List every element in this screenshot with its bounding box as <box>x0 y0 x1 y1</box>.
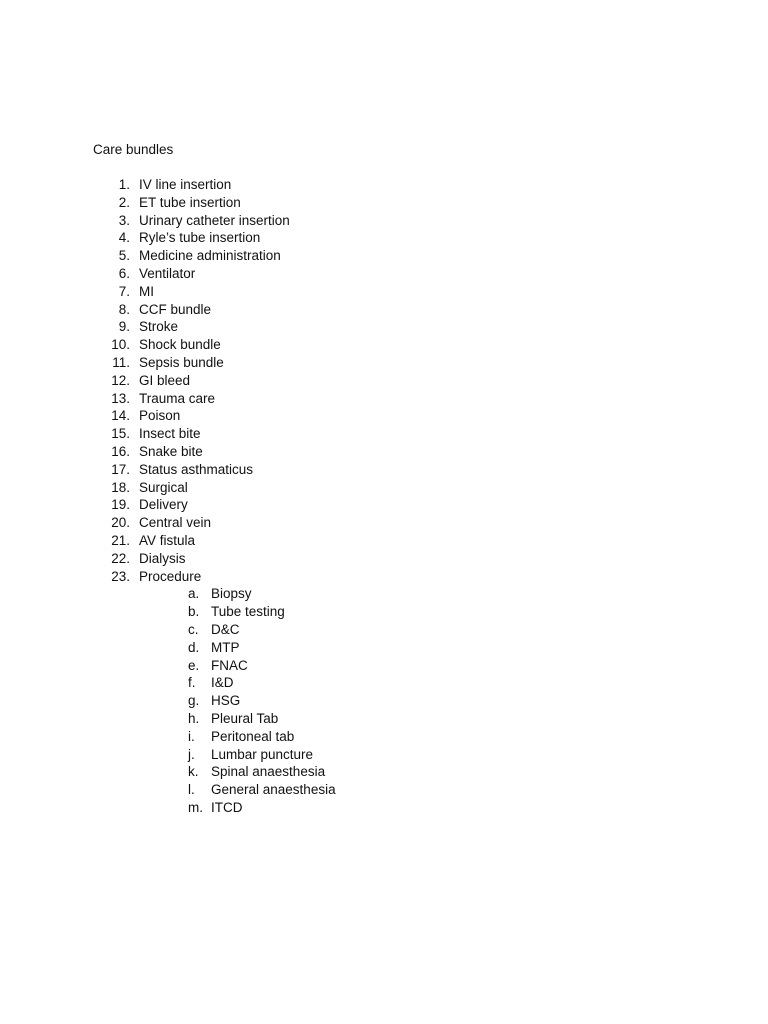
list-text: Ventilator <box>139 265 196 281</box>
list-text: Poison <box>139 408 181 424</box>
list-number: 5. <box>118 248 130 264</box>
list-text: Ryle’s tube insertion <box>139 230 261 246</box>
sublist-letter: j. <box>188 746 195 762</box>
list-number: 8. <box>118 301 130 317</box>
list-text: Shock bundle <box>139 337 221 353</box>
sublist-letter: e. <box>188 657 200 673</box>
list-text: Snake bite <box>139 443 203 459</box>
sublist-text: General anaesthesia <box>211 782 336 798</box>
sublist-letter: a. <box>188 586 200 602</box>
sublist-text: I&D <box>211 675 234 691</box>
list-text: Stroke <box>139 319 179 335</box>
sublist-text: ITCD <box>211 799 243 815</box>
list-number: 9. <box>118 319 130 335</box>
sublist-letter: c. <box>188 621 199 637</box>
list-text: Delivery <box>139 497 188 513</box>
list-number: 4. <box>118 230 130 246</box>
list-number: 15. <box>111 426 130 442</box>
list-text: GI bleed <box>139 372 191 388</box>
list-number: 19. <box>111 497 130 513</box>
sublist-letter: h. <box>188 710 200 726</box>
list-text: AV fistula <box>139 532 196 548</box>
sublist-text: FNAC <box>211 657 248 673</box>
list-text: CCF bundle <box>139 301 212 317</box>
sublist-text: Peritoneal tab <box>211 728 295 744</box>
sublist-letter: m. <box>188 799 203 815</box>
list-number: 11. <box>112 354 130 370</box>
list-number: 1. <box>118 177 130 192</box>
sublist-letter: l. <box>188 782 195 798</box>
sublist-letter: b. <box>188 604 200 620</box>
list-number: 12. <box>111 372 130 388</box>
sublist-letter: d. <box>188 639 200 655</box>
list-text: Urinary catheter insertion <box>139 212 290 228</box>
list-number: 21. <box>111 532 130 548</box>
sublist-letter: g. <box>188 693 200 709</box>
list-number: 7. <box>118 283 130 299</box>
sublist-letter: i. <box>188 728 195 744</box>
sublist-text: Spinal anaesthesia <box>211 764 326 780</box>
list-number: 23. <box>111 568 130 584</box>
sublist-text: D&C <box>211 621 240 637</box>
list-text: Procedure <box>139 568 202 584</box>
list-text: Insect bite <box>139 426 201 442</box>
list-text: Trauma care <box>139 390 216 406</box>
list-text: Surgical <box>139 479 188 495</box>
list-number: 20. <box>111 515 130 531</box>
list-number: 6. <box>118 265 130 281</box>
list-text: Sepsis bundle <box>139 354 224 370</box>
sublist-text: MTP <box>211 639 240 655</box>
list-number: 18. <box>111 479 130 495</box>
sublist-letter: f. <box>188 675 196 691</box>
sublist-text: Lumbar puncture <box>211 746 314 762</box>
list-number: 10. <box>111 337 130 353</box>
sublist-text: Pleural Tab <box>211 710 279 726</box>
document-title: Care bundles <box>93 142 174 157</box>
list-number: 22. <box>111 550 130 566</box>
sublist-text: HSG <box>211 693 241 709</box>
list-number: 17. <box>111 461 130 477</box>
list-number: 13. <box>111 390 130 406</box>
list-text: Status asthmaticus <box>139 461 254 477</box>
list-text: Dialysis <box>139 550 186 566</box>
list-text: Medicine administration <box>139 248 281 264</box>
list-number: 2. <box>118 194 130 210</box>
list-text: ET tube insertion <box>139 194 241 210</box>
sublist-letter: k. <box>188 764 199 780</box>
list-text: MI <box>139 283 154 299</box>
sublist-text: Biopsy <box>211 586 252 602</box>
list-text: Central vein <box>139 515 212 531</box>
list-number: 16. <box>111 443 130 459</box>
list-number: 3. <box>118 212 130 228</box>
sublist-text: Tube testing <box>211 604 285 620</box>
list-number: 14. <box>111 408 130 424</box>
list-text: IV line insertion <box>139 177 232 192</box>
